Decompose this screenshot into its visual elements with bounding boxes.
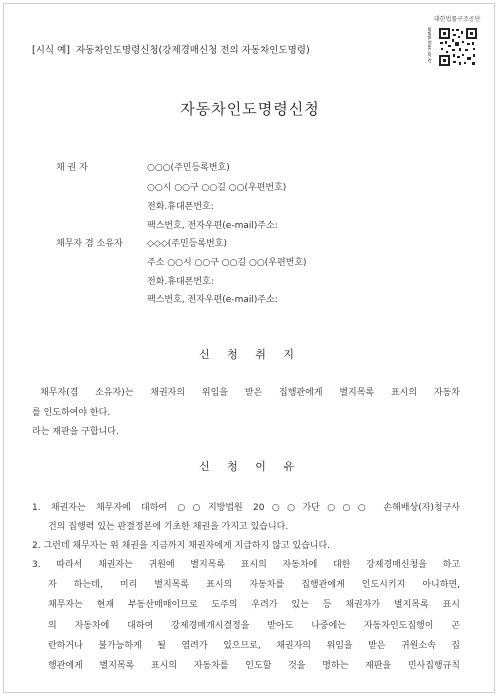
debtor-fax: 팩스번호, 전자우편(e-mail)주소: [147,295,278,305]
creditor-phone: 전화.휴대폰번호: [147,202,214,212]
logo-site: www.klac.or.kr [426,27,432,64]
reason-1-line-2: 건의 집행력 있는 판결정본에 기초한 채권을 가지고 있습니다. [48,522,289,532]
reason-3-line-5: 란하거나 불가능하게 될 염려가 있으므로, 채권자의 위임을 받은 귀원소속 집 [48,641,460,651]
logo-name: 대한법률구조공단 [434,16,481,23]
creditor-label: 채 권 자 [56,163,88,173]
sample-header [32,42,310,56]
reason-3-line-6: 행관에게 별지목록 표시의 자동차를 인도할 것을 명하는 재판을 민사집행규칙 [48,661,460,671]
debtor-address: 주소 ○○시 ○○구 ○○길 ○○(우편번호) [147,258,307,268]
sample-tag: [시식 예] [32,45,70,56]
reason-1-line-1: 1. 채권자는 채무자에 대하여 ○○지방법원 20○○가단○○○ 손해배상(자)청구사 [32,503,460,513]
document-title: 자동차인도명령신청 [180,100,320,118]
reason-2-line-1: 2. 그런데 채무자는 위 채권을 지금까지 채권자에게 지급하지 않고 있습니다. [32,541,331,551]
debtor-label: 채무자 겸 소유자 [56,239,123,249]
creditor-fax: 팩스번호, 전자우편(e-mail)주소: [147,221,278,231]
logo [416,13,486,69]
reason-3-line-1: 3. 따라서 채권자는 귀원에 별지목록 표시의 자동차에 대한 강제경매신청을 하고 [32,560,460,570]
purpose-title: 신 청 취 지 [199,348,301,361]
reason-3-line-2: 자 하는데, 미리 별지목록 표시의 자동차를 집행관에게 인도시키지 아니하면, [48,580,460,590]
purpose-line-2: 를 인도하여야 한다. [32,408,111,418]
qr-code-icon [438,27,478,67]
purpose-line-3: 라는 재판을 구합니다. [32,427,119,437]
debtor-phone: 전화.휴대폰번호: [147,277,214,287]
debtor-name: ◇◇◇(주민등록번호) [147,239,227,249]
creditor-address: ○○시 ○○구 ○○길 ○○(우편번호) [147,183,287,193]
reason-3-line-4: 의 자동차에 대하여 강제경매개시결정을 받아도 나중에는 자동차인도집행이 곤 [48,621,460,631]
purpose-line-1: 채무자(겸 소유자)는 채권자의 위임을 받은 집행관에게 별지목록 표시의 자동차 [40,388,460,398]
reason-3-line-3: 채무자는 현재 부동산매매이므로 도주의 우려가 있는 등 채권자가 별지목록 표시 [48,600,460,610]
sample-title: 자동차인도명령신청(강제경매신청 전의 자동차인도명령) [75,45,310,56]
creditor-name: ○○○(주민등록번호) [147,163,230,173]
reasons-title: 신 청 이 유 [199,460,301,473]
